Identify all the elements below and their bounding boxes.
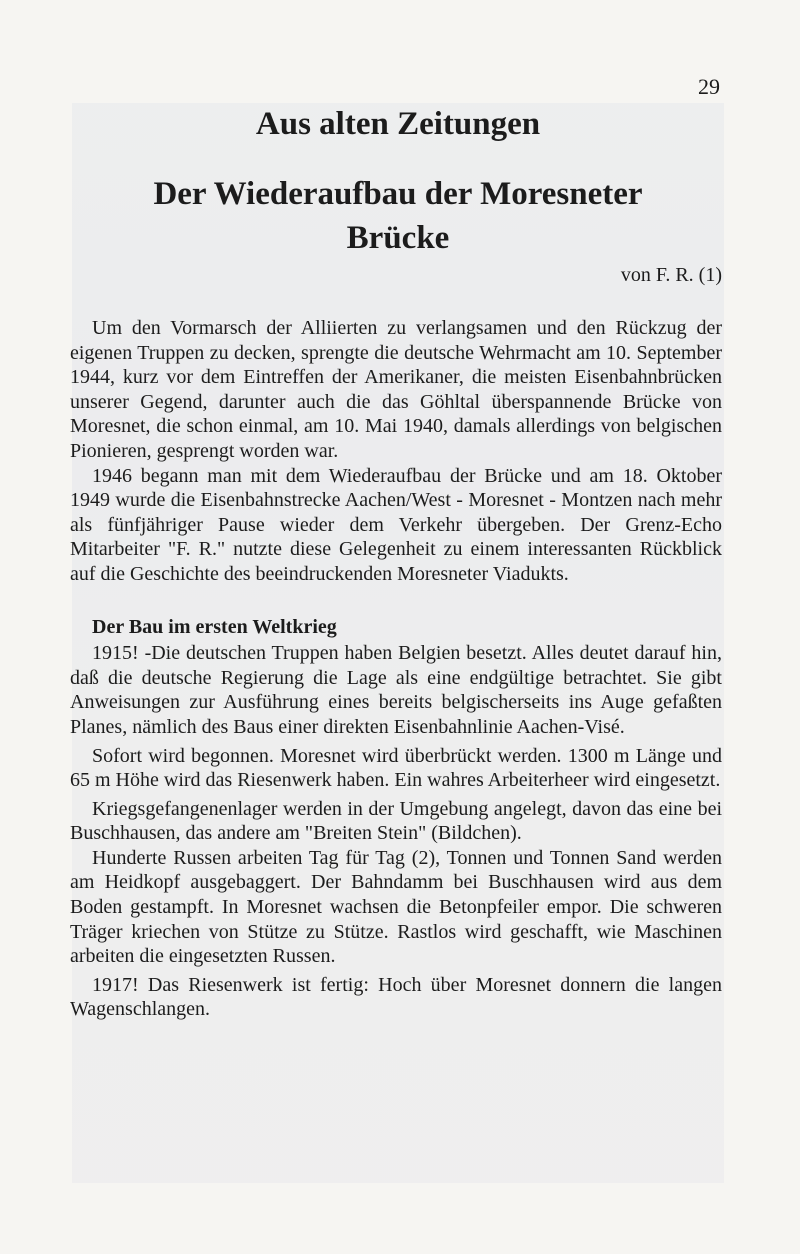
article-title-line-1: Der Wiederaufbau der Moresneter [153, 176, 643, 212]
section-heading: Der Bau im ersten Weltkrieg [92, 615, 337, 638]
article-body [70, 316, 722, 1022]
page-title: Aus alten Zeitungen [255, 106, 541, 142]
paragraph-intro: Um den Vormarsch der Alliierten zu verlangsamen und den Rückzug der eigenen Truppen zu decken, sprengte die deutsche Wehrmacht am 10. September 1944, kurz vor dem Eintreffen der Amerikaner, die meisten Eisenbahnbrücken unserer Gegend, darunter auch die das Göhltal überspannende Brücke von Moresnet, die schon einmal, am 10. Mai 1940, damals allerdings von belgischen Pionieren, gesprengt worden war. [70, 317, 722, 462]
paragraph-russian-workers: Hunderte Russen arbeiten Tag für Tag (2), Tonnen und Tonnen Sand werden am Heidkopf ausgebaggert. Der Bahndamm bei Buschhausen wird aus dem Boden gestampft. In Moresnet wachsen die Betonpfeiler empor. Die schweren Träger kriechen von Stütze zu Stütze. Rastlos wird geschafft, wie Maschinen arbeiten die eingesetzten Russen. [70, 846, 722, 968]
article-title-line-2: Brücke [346, 220, 450, 256]
paragraph-prison-camps: Kriegsgefangenenlager werden in der Umgebung angelegt, davon das eine bei Buschhausen, das andere am "Breiten Stein" (Bildchen). [70, 797, 722, 845]
paragraph-1915: 1915! -Die deutschen Truppen haben Belgien besetzt. Alles deutet darauf hin, daß die deutsche Regierung die Lage als eine endgültige betrachtet. Sie gibt Anweisungen zur Ausführung eines bereits belgischerseits ins Auge gefaßten Planes, nämlich des Baus einer direkten Eisenbahnlinie Aachen-Visé. [70, 642, 722, 738]
paragraph-1917: 1917! Das Riesenwerk ist fertig: Hoch über Moresnet donnern die langen Wagenschlangen. [70, 973, 722, 1021]
paragraph-construction-start: Sofort wird begonnen. Moresnet wird überbrückt werden. 1300 m Länge und 65 m Höhe wird das Riesenwerk haben. Ein wahres Arbeiterheer wird eingesetzt. [70, 744, 722, 792]
paragraph-reconstruction: 1946 begann man mit dem Wiederaufbau der Brücke und am 18. Oktober 1949 wurde die Eisenbahnstrecke Aachen/West - Moresnet - Montzen nach mehr als fünfjähriger Pause wieder dem Verkehr übergeben. Der Grenz-Echo Mitarbeiter "F. R." nutzte diese Gelegenheit zu einem interessanten Rückblick auf die Geschichte des beeindruckenden Moresneter Viadukts. [70, 464, 722, 585]
article-title [68, 172, 728, 260]
page-number: 29 [698, 74, 720, 99]
author-byline: von F. R. (1) [620, 264, 722, 286]
